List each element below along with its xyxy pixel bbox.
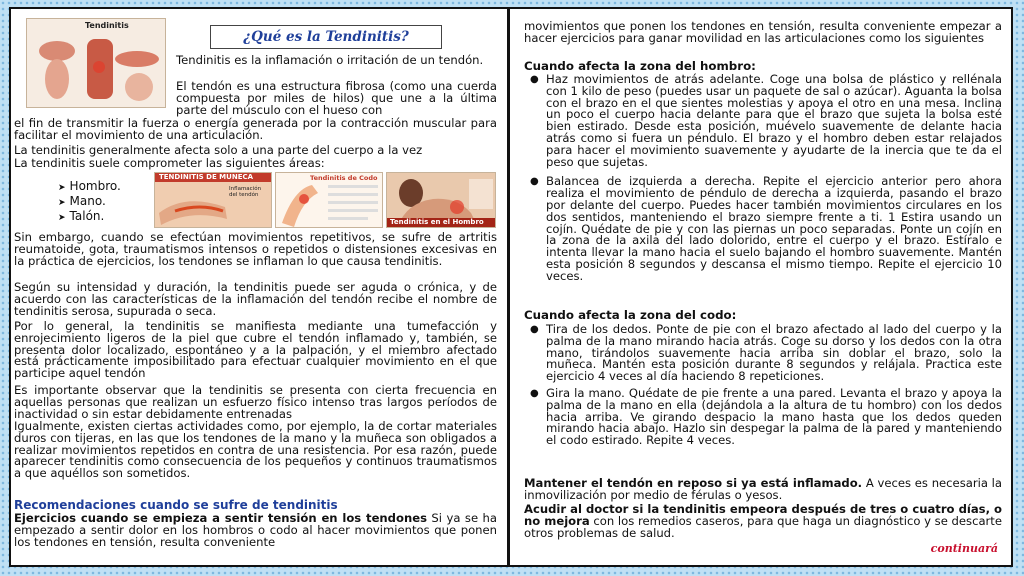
- area-item: ➤ Talón.: [58, 209, 105, 223]
- anatomy-figures: [27, 19, 166, 108]
- list-item: ● Haz movimientos de atrás adelante. Coge una bolsa de plástico y rellénala con 1 kilo de peso (puedes usar un paquete de sal o azúcar). Aguanta la bolsa con el brazo en el que sientes molestias y apoya el otro en una mesa. Inclina un poco el cuerpo hacia delante para que el brazo que sujeta la bolsa esté bien estirado. Desde esta posición, muévelo suavemente de delante hacia atrás como si fuera un péndulo. El brazo y el hombro deben estar relajados para hacer el movimiento suavemente y ayudarte de la inercia que te da el peso que sujetas.: [530, 72, 1002, 169]
- tendon-description-a: El tendón es una estructura fibrosa (como una cuerda compuesta por miles de hilos) que une a la última parte del músculo con el hueso con: [176, 79, 497, 117]
- tendon-description-b: el fin de transmitir la fuerza o energía generada por la contracción muscular para facilitar el movimiento de una articulación.: [14, 116, 497, 142]
- definition-text: Tendinitis es la inflamación o irritación de un tendón.: [176, 53, 484, 67]
- wrist-image-sublabel: Inflamación del tendón: [229, 186, 262, 198]
- tendinitis-illustration-title: Tendinitis: [85, 21, 129, 30]
- elbow-image-label: Tendinitis de Codo: [310, 174, 378, 182]
- bullet-icon: ●: [530, 387, 539, 399]
- page-title: ¿Qué es la Tendinitis?: [243, 29, 409, 45]
- tendinitis-illustration: [26, 18, 166, 108]
- one-part-text: La tendinitis generalmente afecta solo a una parte del cuerpo a la vez: [14, 143, 423, 157]
- bullet-icon: ●: [530, 74, 539, 85]
- left-column: [14, 0, 500, 560]
- area-item: ➤ Mano.: [58, 194, 106, 208]
- elbow-section-title: Cuando afecta la zona del codo:: [524, 308, 737, 322]
- right-column: [524, 0, 1006, 560]
- areas-list: [58, 180, 121, 225]
- shoulder-exercises-list: [524, 74, 1002, 283]
- activities-text: Igualmente, existen ciertas actividades como, por ejemplo, la de cortar materiales duros con tijeras, en las que los tendones de la mano y la muñeca son obligados a realizar movimientos repetidos en contra de una resistencia. Por esa razón, puede aparecer tendinitis como consecuencia de los pequeños y continuos traumatismos a que aquéllos son sometidos.: [14, 419, 497, 481]
- arrow-right-icon: ➤: [58, 213, 66, 223]
- wrist-tendinitis-image: [154, 172, 272, 228]
- list-item: ● Balancea de izquierda a derecha. Repite el ejercicio anterior pero ahora realiza el movimiento de péndulo de derecha a izquierda, pasando el brazo por delante del cuerpo. Puedes hacer también movimientos circulares en los dos sentidos, manteniendo el brazo siempre frente a ti. 1 Estira usando un cojín. Quédate de pie y con las piernas un poco separadas. Ponte un cojín en la zona de la axila del lado dolorido, entre el cuerpo y el brazo. Estíralo e intenta llevar la mano hacia el suelo bajando el hombro suavemente. Mantén esta posición 8 segundos y descansa el mismo tiempo. Repite el ejercicio 10 veces.: [530, 174, 1002, 283]
- bullet-icon: ●: [530, 324, 539, 335]
- continued-intro: movimientos que ponen los tendones en tensión, resulta conveniente empezar a hacer ejercicios para ganar movilidad en las articulaciones como los siguientes: [524, 19, 1002, 45]
- wrist-image-label: TENDINITIS DE MUÑECA: [159, 173, 254, 181]
- doctor-text: Acudir al doctor si la tendinitis empeora después de tres o cuatro días, o no mejora con los remedios caseros, para que haga un diagnóstico y se descarte otros problemas de salud.: [524, 502, 1002, 540]
- page-title-box: [210, 25, 442, 49]
- recommendations-title: Recomendaciones cuando se sufre de tendinitis: [14, 498, 338, 512]
- shoulder-section-title: Cuando afecta la zona del hombro:: [524, 59, 756, 73]
- elbow-tendinitis-image: [275, 172, 383, 228]
- areas-intro: La tendinitis suele comprometer las siguientes áreas:: [14, 156, 325, 170]
- continue-label: continuará: [930, 542, 998, 555]
- shoulder-image-label: Tendinitis en el Hombro: [390, 218, 484, 226]
- risk-text: Es importante observar que la tendinitis se presenta con cierta frecuencia en aquellas personas que realizan un esfuerzo físico intenso tras largos períodos de inactividad o sin estar debidamente entrenadas: [14, 383, 497, 421]
- recommendations-text: Ejercicios cuando se empieza a sentir tensión en los tendones Si ya se ha empezado a sentir dolor en los hombros o codo al hacer movimientos que ponen los tendones en tensión, resulta conveniente: [14, 511, 497, 549]
- symptoms-text: Por lo general, la tendinitis se manifiesta mediante una tumefacción y enrojecimiento ligeros de la piel que cubre el tendón inflamado y, también, se presenta dolor localizado, espontáneo y a la palpación, y el miembro afectado está prácticamente imposibilitado para efectuar cualquier movimiento en el que participe aquel tendón: [14, 319, 497, 381]
- shoulder-tendinitis-image: [386, 172, 496, 228]
- list-item: ● Tira de los dedos. Ponte de pie con el brazo afectado al lado del cuerpo y la palma de la mano mirando hacia atrás. Coge su dorso y los dedos con la otra mano, tirándolos suavemente hacia arriba sin doblar el brazo, solo la muñeca. Mantén esta posición durante 8 segundos y relájala. Practica este ejercicio 4 veces al día haciendo 8 repeticiones.: [530, 322, 1002, 384]
- area-item: ➤ Hombro.: [58, 179, 121, 193]
- causes-text: Sin embargo, cuando se efectúan movimientos repetitivos, se sufre de artritis reumatoide, gota, traumatismos intensos o repetidos o distensiones excesivas en la práctica de ejercicios, los tendones se inflaman lo que causa tendinitis.: [14, 230, 497, 268]
- rest-text: Mantener el tendón en reposo si ya está inflamado. A veces es necesaria la inmovilización por medio de férulas o yesos.: [524, 476, 1003, 502]
- arrow-right-icon: ➤: [58, 198, 66, 208]
- types-text: Según su intensidad y duración, la tendinitis puede ser aguda o crónica, y de acuerdo con las características de la inflamación del tendón recibe el nombre de tendinitis serosa, supurada o seca.: [14, 280, 497, 318]
- list-item: ● Gira la mano. Quédate de pie frente a una pared. Levanta el brazo y apoya la palma de la mano en ella (dejándola a la altura de tu hombro) con los dedos hacia arriba. Ve girando despacio la mano hasta que los dedos queden mirando hacia abajo. Hazlo sin despegar la palma de la pared y manteniendo el codo estirado. Repite 4 veces.: [530, 385, 1002, 448]
- column-divider: [507, 7, 510, 567]
- arrow-right-icon: ➤: [58, 183, 66, 193]
- bullet-icon: ●: [530, 176, 539, 188]
- elbow-exercises-list: [524, 324, 1002, 447]
